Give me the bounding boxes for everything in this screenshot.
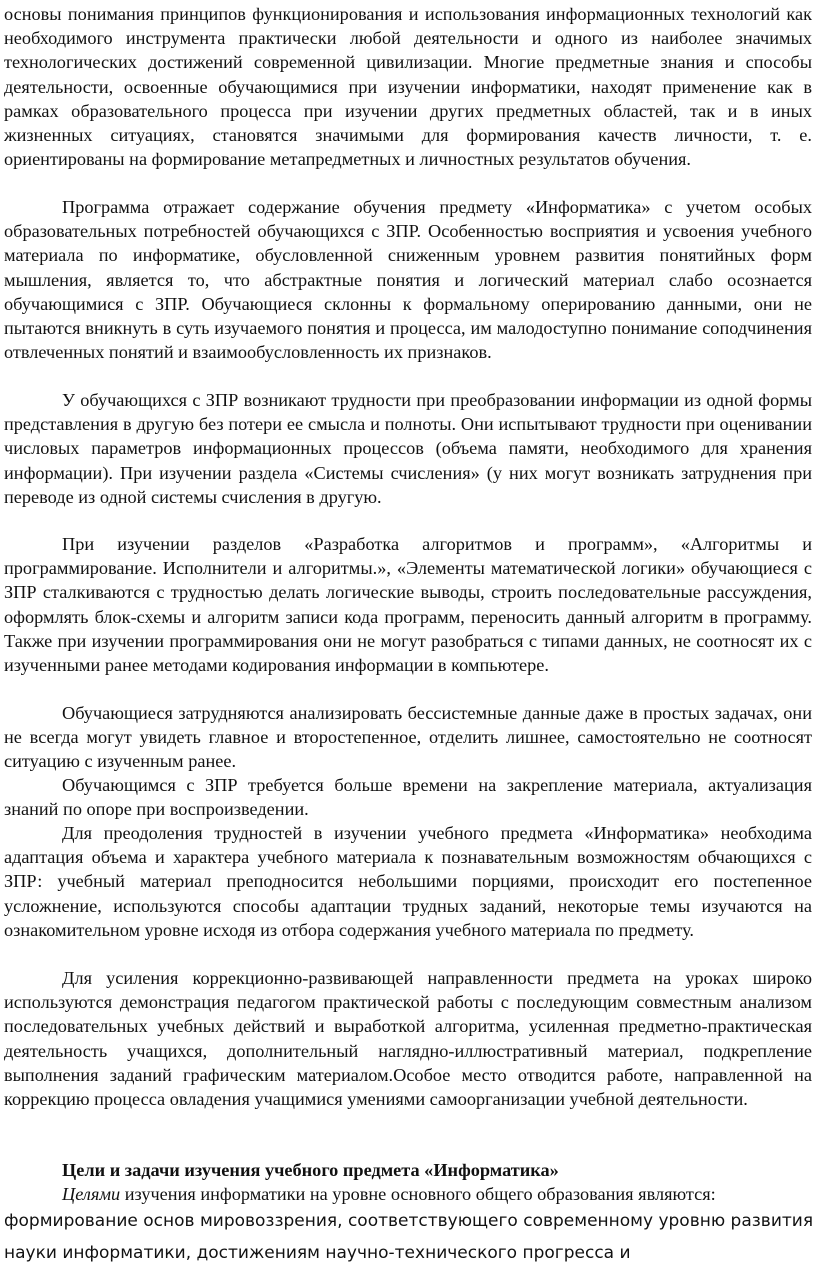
paragraph-more-time: Обучающимся с ЗПР требуется больше времени на закрепление материала, актуализация знаний по опоре при воспроизведении. [4, 775, 812, 820]
paragraph-intro: основы понимания принципов функционирования и использования информационных технологий как необходимого инструмента практически любой деятельности и одного из наиболее значимых технологических достижений современной цивилизации. Многие предметные знания и способы деятельности, освоенные обучающимися при изучении информатики, находят применение как в рамках образовательного процесса при изучении других предметных областей, так и в иных жизненных ситуациях, становятся значимыми для формирования качеств личности, т. е. ориентированы на формирование метапредметных и личностных результатов обучения. [4, 4, 812, 170]
goals-emphasis: Целями [62, 1184, 121, 1204]
paragraph-information-difficulties: У обучающихся с ЗПР возникают трудности при преобразовании информации из одной формы представления в другую без потери ее смысла и полноты. Они испытывают трудности при оценивании числовых параметров информационных процессов (объема памяти, необходимого для хранения информации). При изучении раздела «Системы счисления» (у них могут возникать затруднения при переводе из одной системы счисления в другую. [4, 390, 812, 507]
goals-line-2: науки информатики, достижениям научно-технического прогресса и [4, 1243, 631, 1263]
goals-intro-text: изучения информатики на уровне основного общего образования являются: [120, 1184, 716, 1204]
paragraph-adaptation: Для преодоления трудностей в изучении учебного предмета «Информатика» необходима адаптация объема и характера учебного материала к познавательным возможностям обчающихся с ЗПР: учебный материал преподносится небольшими порциями, происходит его постепенное усложнение, используются способы адаптации трудных заданий, некоторые темы изучаются на ознакомительном уровне исходя из отбора содержания учебного материала по предмету. [4, 823, 812, 940]
paragraph-goals-intro [4, 1182, 812, 1206]
paragraph-correction: Для усиления коррекционно-развивающей направленности предмета на уроках широко используются демонстрация педагогом практической работы с последующим совместным анализом последовательных учебных действий и выработкой алгоритма, усиленная предметно-практическая деятельность учащихся, дополнительный наглядно-иллюстративный материал, подкрепление выполнения заданий графическим материалом.Особое место отводится работе, направленной на коррекцию процесса овладения учащимися умениями самоорганизации учебной деятельности. [4, 968, 812, 1110]
paragraph-data-analysis: Обучающиеся затрудняются анализировать бессистемные данные даже в простых задачах, они не всегда могут увидеть главное и второстепенное, отделить лишнее, самостоятельно не соотносят ситуацию с изученным ранее. [4, 703, 812, 772]
goals-line-1: формирование основ мировоззрения, соответствующего современному уровню развития [4, 1211, 814, 1231]
paragraph-program-content: Программа отражает содержание обучения предмету «Информатика» с учетом особых образовательных потребностей обучающихся с ЗПР. Особенностью восприятия и усвоения учебного материала по информатике, обусловленной сниженным уровнем развития понятийных форм мышления, является то, что абстрактные понятия и логический материал слабо осознается обучающимися с ЗПР. Обучающиеся склонны к формальному оперированию данными, они не пытаются вникнуть в суть изучаемого понятия и процесса, им малодоступно понимание соподчинения отвлеченных понятий и взаимообусловленность их признаков. [4, 197, 812, 363]
section-heading: Цели и задачи изучения учебного предмета «Информатика» [62, 1160, 559, 1180]
paragraph-algorithms-difficulties: При изучении разделов «Разработка алгоритмов и программ», «Алгоритмы и программирование. Исполнители и алгоритмы.», «Элементы математической логики» обучающиеся с ЗПР сталкиваются с трудностью делать логические выводы, строить последовательные рассуждения, оформлять блок-схемы и алгоритм записи кода программ, переносить данный алгоритм в программу. Также при изучении программирования они не могут разобраться с типами данных, не соотносят их с изученными ранее методами кодирования информации в компьютере. [4, 534, 812, 676]
